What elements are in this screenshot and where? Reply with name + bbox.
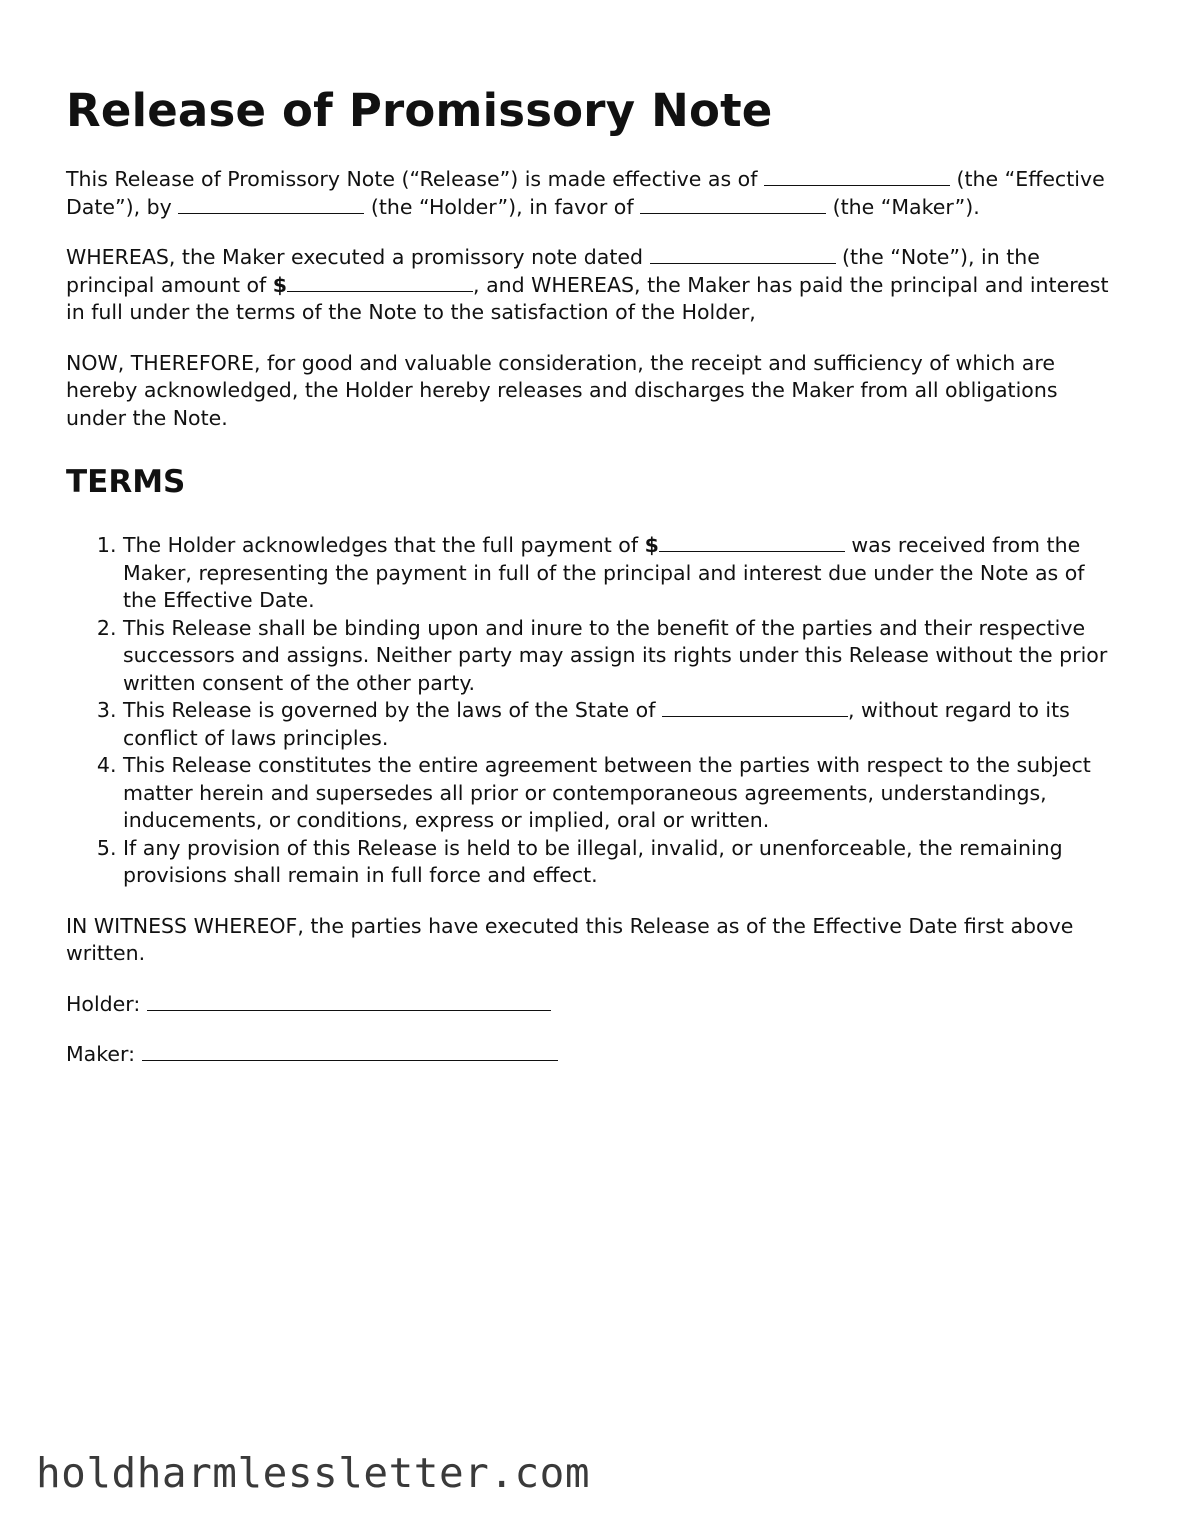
site-watermark: holdharmlessletter.com [36, 1449, 591, 1497]
intro-text-2: (the “Effective Date”), by [66, 167, 1105, 219]
terms-item-4: 4. This Release constitutes the entire agreement between the parties with respect to the subject matter herein and supersedes all prior or contemporaneous agreements, understandings, inducements, or conditions, express or implied, oral or written. [123, 752, 1116, 835]
terms-list [66, 532, 1116, 890]
witness-paragraph: IN WITNESS WHEREOF, the parties have executed this Release as of the Effective Date first above written. [66, 913, 1074, 965]
intro-text-4: (the “Maker”). [826, 194, 980, 219]
terms-item-1-text-1: The Holder acknowledges that the full payment of [123, 533, 645, 557]
terms-item-5: 5. If any provision of this Release is held to be illegal, invalid, or unenforceable, the remaining provisions shall remain in full force and effect. [123, 835, 1116, 890]
terms-item-3 [123, 697, 1116, 752]
currency-symbol: $ [272, 272, 288, 297]
holder-name-blank[interactable] [178, 194, 364, 214]
terms-item-1-text-2: was received from the Maker, representing the payment in full of the principal and interest due under the Note as of the Effective Date. [123, 533, 1085, 612]
intro-text-3: (the “Holder”), in favor of [364, 194, 641, 219]
holder-signature-blank[interactable] [147, 991, 551, 1011]
whereas-text-2: (the “Note”), in the principal amount of [66, 245, 1040, 297]
whereas-text-3: , and WHEREAS, the Maker has paid the principal and interest in full under the terms of the Note to the satisfaction of the Holder, [66, 272, 1109, 324]
currency-symbol: $ [644, 533, 659, 557]
intro-text-1: This Release of Promissory Note (“Release”) is made effective as of [66, 167, 764, 191]
maker-name-blank[interactable] [640, 194, 826, 214]
now-therefore-paragraph: NOW, THEREFORE, for good and valuable consideration, the receipt and sufficiency of which are hereby acknowledged, the Holder hereby releases and discharges the Maker from all obligations under the Note. [66, 350, 1058, 430]
payment-amount-blank[interactable] [659, 532, 845, 552]
whereas-paragraph [66, 244, 1116, 327]
terms-item-3-text-1: This Release is governed by the laws of the State of [123, 698, 662, 722]
maker-signature-line [66, 1041, 1116, 1069]
terms-item-2: 2. This Release shall be binding upon and inure to the benefit of the parties and their respective successors and assigns. Neither party may assign its rights under this Release without the prior written consent of the other party. [123, 615, 1116, 698]
terms-item-1 [123, 532, 1116, 615]
principal-amount-blank[interactable] [287, 272, 473, 292]
holder-signature-line [66, 991, 1116, 1019]
effective-date-blank[interactable] [764, 166, 950, 186]
state-blank[interactable] [662, 697, 848, 717]
terms-heading: TERMS [66, 464, 186, 500]
whereas-text-1: WHEREAS, the Maker executed a promissory note dated [66, 245, 650, 269]
holder-signature-label: Holder: [66, 991, 147, 1016]
note-date-blank[interactable] [650, 244, 836, 264]
terms-item-3-text-2: , without regard to its conflict of laws principles. [123, 698, 1070, 750]
intro-paragraph [66, 166, 1116, 221]
document-page [66, 82, 1116, 1092]
maker-signature-label: Maker: [66, 1042, 142, 1066]
document-title: Release of Promissory Note [66, 84, 773, 137]
maker-signature-blank[interactable] [142, 1041, 558, 1061]
